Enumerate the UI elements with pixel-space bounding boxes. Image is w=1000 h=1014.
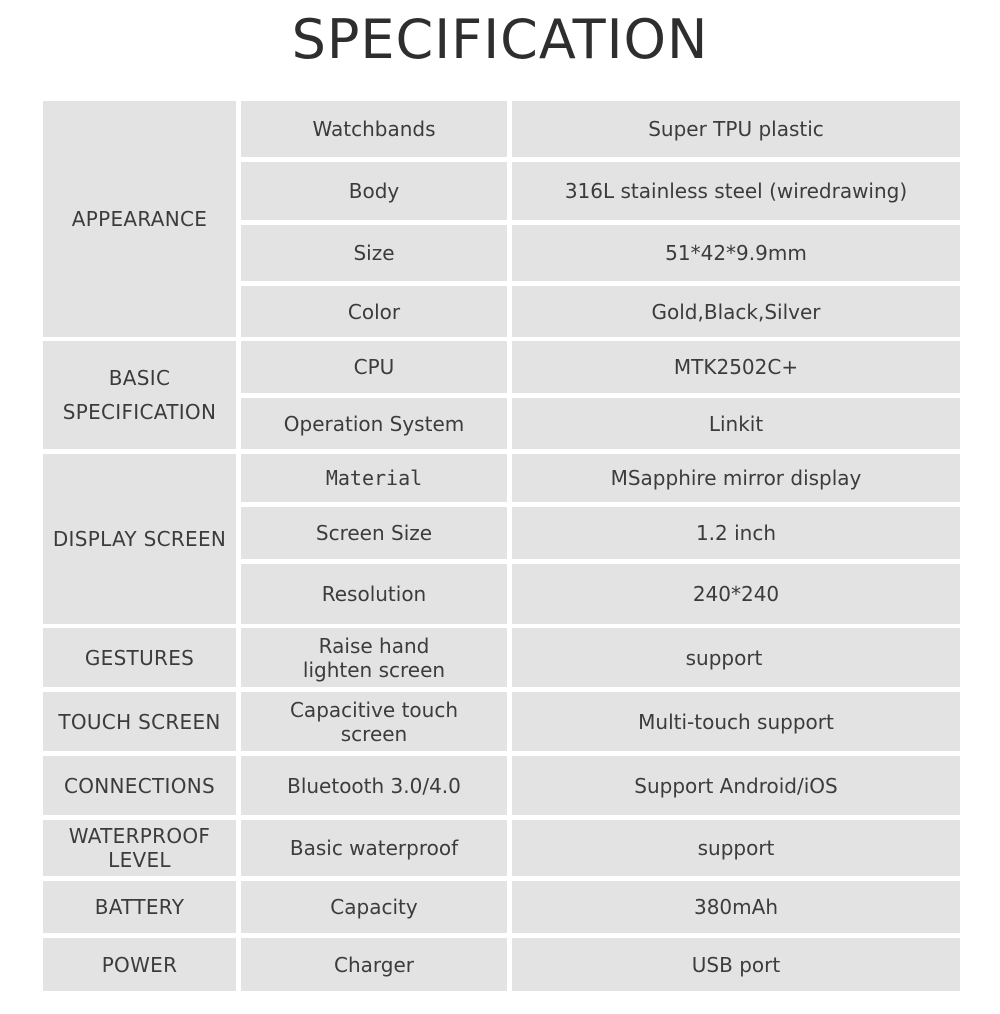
value-material: MSapphire mirror display: [512, 454, 960, 502]
item-basic-waterproof: Basic waterproof: [241, 820, 507, 876]
category-power: POWER: [43, 938, 236, 991]
value-color: Gold,Black,Silver: [512, 286, 960, 337]
item-raise-hand: [241, 628, 507, 687]
value-waterproof: support: [512, 820, 960, 876]
item-color: Color: [241, 286, 507, 337]
item-charger: Charger: [241, 938, 507, 991]
category-connections: CONNECTIONS: [43, 756, 236, 815]
item-operation-system: Operation System: [241, 398, 507, 449]
item-watchbands: Watchbands: [241, 101, 507, 157]
category-display-screen: DISPLAY SCREEN: [43, 454, 236, 624]
item-size: Size: [241, 225, 507, 281]
item-body: Body: [241, 162, 507, 220]
item-screen-size: Screen Size: [241, 507, 507, 559]
value-power: USB port: [512, 938, 960, 991]
page-title: SPECIFICATION: [291, 8, 709, 71]
category-basic-line1: BASIC: [108, 366, 171, 390]
category-gestures: GESTURES: [43, 628, 236, 687]
item-capacity: Capacity: [241, 881, 507, 933]
item-material: Material: [241, 454, 507, 502]
category-appearance: APPEARANCE: [43, 101, 236, 337]
category-touch-screen: TOUCH SCREEN: [43, 692, 236, 751]
item-capacitive-touch: [241, 692, 507, 751]
category-waterproof-line1: WATERPROOF: [68, 824, 211, 848]
value-size: 51*42*9.9mm: [512, 225, 960, 281]
value-connections: Support Android/iOS: [512, 756, 960, 815]
value-resolution: 240*240: [512, 564, 960, 624]
item-capacitive-line1: Capacitive touch: [289, 697, 459, 722]
value-battery: 380mAh: [512, 881, 960, 933]
value-gestures: support: [512, 628, 960, 687]
category-basic-specification: [43, 341, 236, 449]
value-touch-screen: Multi-touch support: [512, 692, 960, 751]
category-battery: BATTERY: [43, 881, 236, 933]
value-body: 316L stainless steel (wiredrawing): [512, 162, 960, 220]
category-waterproof-line2: LEVEL: [108, 848, 171, 872]
value-screen-size: 1.2 inch: [512, 507, 960, 559]
item-capacitive-line2: screen: [340, 721, 408, 746]
value-operation-system: Linkit: [512, 398, 960, 449]
category-basic-line2: SPECIFICATION: [62, 400, 217, 424]
item-cpu: CPU: [241, 341, 507, 393]
category-waterproof-level: [43, 820, 236, 876]
item-resolution: Resolution: [241, 564, 507, 624]
item-raise-hand-line1: Raise hand: [318, 633, 430, 658]
item-raise-hand-line2: lighten screen: [302, 657, 446, 682]
value-watchbands: Super TPU plastic: [512, 101, 960, 157]
value-cpu: MTK2502C+: [512, 341, 960, 393]
item-bluetooth: Bluetooth 3.0/4.0: [241, 756, 507, 815]
